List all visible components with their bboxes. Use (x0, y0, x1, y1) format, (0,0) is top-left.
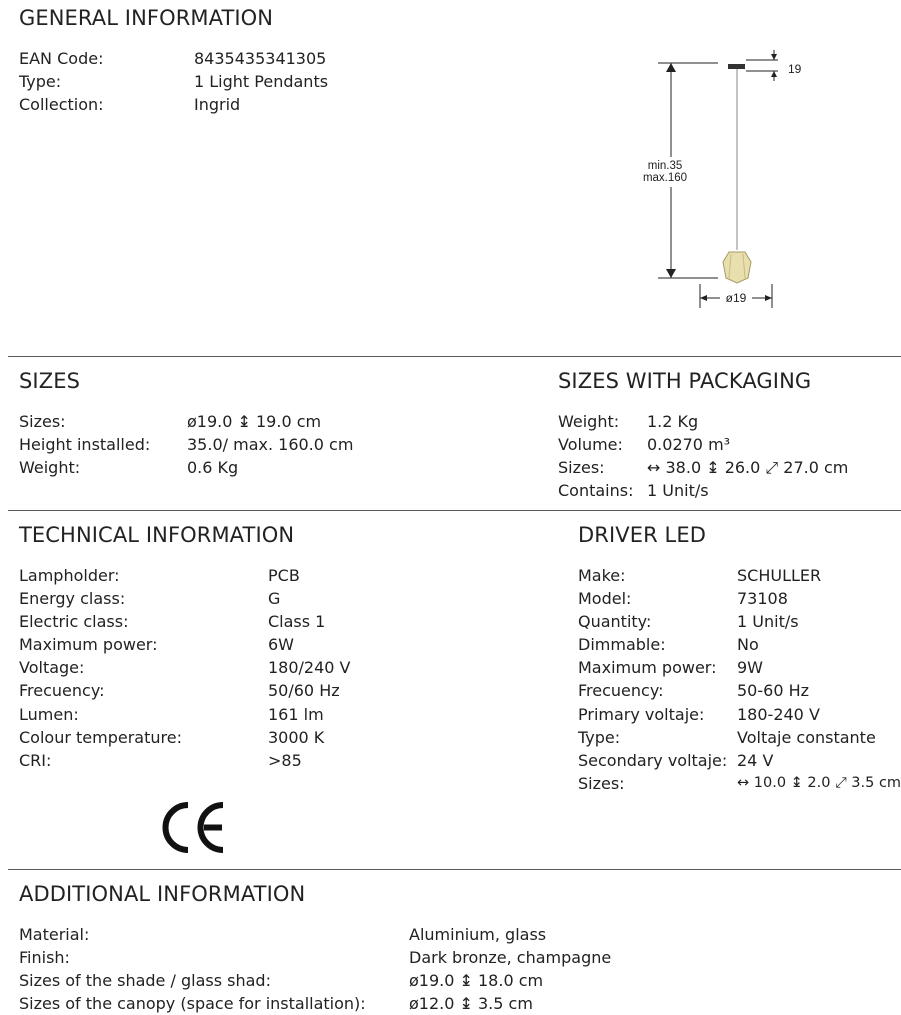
voltage-row (19, 656, 351, 679)
packaging-table (558, 410, 848, 502)
driver-frequency-label: Frecuency: (578, 681, 664, 701)
driver-frequency-value: 50-60 Hz (737, 681, 810, 701)
sizes-row (19, 410, 353, 433)
canopy (728, 64, 745, 69)
height-top-arrow (666, 63, 676, 72)
driver-make-label: Make: (578, 566, 626, 585)
collection-label: Collection: (19, 95, 104, 115)
driver-maximum-power-row (578, 656, 901, 679)
driver-type-label: Type: (578, 727, 621, 747)
general-information-table (19, 47, 328, 116)
ce-mark-icon (160, 800, 232, 856)
glass-shade (723, 252, 751, 283)
technical-drawing (600, 40, 840, 325)
canopy-sizes-value: ø12.0 ↨ 3.5 cm (409, 994, 533, 1014)
sizes-label: Sizes: (19, 412, 66, 431)
maximum-power-row (19, 633, 351, 656)
driver-primary-voltage-label: Primary voltaje: (578, 704, 705, 724)
cri-row (19, 749, 351, 772)
packaging-sizes-row (558, 456, 848, 479)
lumen-value: 161 lm (268, 704, 324, 724)
driver-model-row (578, 587, 901, 610)
frequency-label: Frecuency: (19, 681, 105, 701)
energy-class-row (19, 587, 351, 610)
height-bottom-arrow (666, 269, 676, 278)
packaging-weight-row (558, 410, 848, 433)
general-information-heading: GENERAL INFORMATION (19, 6, 274, 30)
maximum-power-value: 6W (268, 635, 294, 655)
driver-frequency-row (578, 679, 901, 702)
material-row (19, 923, 611, 946)
lampholder-row (19, 564, 351, 587)
frequency-row (19, 679, 351, 702)
driver-secondary-voltage-row (578, 749, 901, 772)
canopy-bottom-arrow (771, 71, 777, 77)
driver-heading: DRIVER LED (578, 523, 706, 547)
canopy-sizes-label: Sizes of the canopy (space for installation): (19, 994, 366, 1014)
packaging-heading: SIZES WITH PACKAGING (558, 369, 812, 393)
type-value: 1 Light Pendants (194, 72, 329, 92)
divider-2 (8, 510, 901, 511)
driver-model-label: Model: (578, 589, 632, 609)
type-label: Type: (19, 72, 62, 92)
canopy-height-label: 19 (788, 62, 802, 76)
energy-class-value: G (268, 589, 281, 609)
driver-primary-voltage-value: 180-240 V (737, 704, 820, 724)
lampholder-label: Lampholder: (19, 566, 120, 585)
shade-sizes-row (19, 969, 611, 992)
divider-1 (8, 356, 901, 357)
packaging-contains-label: Contains: (558, 481, 634, 501)
min-height-label: min.35 (647, 160, 683, 172)
technical-table (19, 564, 351, 772)
cri-label: CRI: (19, 750, 52, 770)
shade-sizes-value: ø19.0 ↨ 18.0 cm (409, 971, 544, 991)
divider-3 (8, 869, 901, 870)
colour-temperature-label: Colour temperature: (19, 727, 182, 747)
canopy-sizes-row (19, 992, 611, 1015)
driver-maximum-power-label: Maximum power: (578, 658, 717, 678)
packaging-contains-row (558, 479, 848, 502)
packaging-volume-label: Volume: (558, 435, 623, 455)
height-installed-value: 35.0/ max. 160.0 cm (187, 435, 354, 455)
maximum-power-label: Maximum power: (19, 635, 158, 655)
sizes-value: ø19.0 ↨ 19.0 cm (187, 412, 322, 431)
canopy-top-arrow (771, 54, 777, 60)
driver-sizes-row (578, 772, 901, 795)
driver-maximum-power-value: 9W (737, 658, 763, 678)
driver-make-row (578, 564, 901, 587)
lumen-row (19, 703, 351, 726)
diameter-right-arrow (765, 295, 772, 301)
electric-class-label: Electric class: (19, 612, 129, 632)
voltage-value: 180/240 V (268, 658, 351, 678)
packaging-sizes-label: Sizes: (558, 458, 605, 478)
energy-class-label: Energy class: (19, 589, 126, 609)
packaging-volume-row (558, 433, 848, 456)
driver-table (578, 564, 901, 795)
electric-class-value: Class 1 (268, 612, 326, 632)
electric-class-row (19, 610, 351, 633)
diameter-left-arrow (700, 295, 707, 301)
weight-row (19, 456, 353, 479)
weight-label: Weight: (19, 458, 81, 478)
material-label: Material: (19, 925, 90, 944)
cri-value: >85 (268, 750, 302, 770)
driver-make-value: SCHULLER (737, 566, 822, 585)
height-installed-label: Height installed: (19, 435, 151, 455)
additional-heading: ADDITIONAL INFORMATION (19, 882, 306, 906)
driver-sizes-value: ↔ 10.0 ↨ 2.0 ⤢ 3.5 cm (737, 774, 901, 791)
ean-code-value: 8435435341305 (194, 49, 327, 68)
lumen-label: Lumen: (19, 704, 79, 724)
driver-quantity-value: 1 Unit/s (737, 612, 799, 632)
sizes-table (19, 410, 353, 479)
weight-value: 0.6 Kg (187, 458, 239, 478)
driver-quantity-row (578, 610, 901, 633)
max-height-label: max.160 (642, 172, 688, 184)
packaging-weight-label: Weight: (558, 412, 620, 431)
voltage-label: Voltage: (19, 658, 85, 678)
ean-code-label: EAN Code: (19, 49, 104, 68)
height-installed-row (19, 433, 353, 456)
lampholder-value: PCB (268, 566, 300, 585)
driver-quantity-label: Quantity: (578, 612, 652, 632)
colour-temperature-row (19, 726, 351, 749)
finish-label: Finish: (19, 948, 70, 968)
driver-primary-voltage-row (578, 703, 901, 726)
driver-model-value: 73108 (737, 589, 788, 609)
frequency-value: 50/60 Hz (268, 681, 340, 701)
driver-dimmable-label: Dimmable: (578, 635, 666, 655)
packaging-contains-value: 1 Unit/s (647, 481, 709, 501)
ean-code-row (19, 47, 328, 70)
packaging-weight-value: 1.2 Kg (647, 412, 699, 431)
type-row (19, 70, 328, 93)
driver-secondary-voltage-label: Secondary voltaje: (578, 750, 728, 770)
packaging-volume-value: 0.0270 m³ (647, 435, 731, 455)
ce-mark-c (166, 805, 189, 850)
diameter-label: ø19 (725, 291, 747, 305)
sizes-heading: SIZES (19, 369, 81, 393)
finish-value: Dark bronze, champagne (409, 948, 612, 968)
driver-dimmable-row (578, 633, 901, 656)
collection-value: Ingrid (194, 95, 241, 115)
technical-heading: TECHNICAL INFORMATION (19, 523, 295, 547)
colour-temperature-value: 3000 K (268, 727, 325, 747)
driver-secondary-voltage-value: 24 V (737, 750, 774, 770)
finish-row (19, 946, 611, 969)
driver-sizes-label: Sizes: (578, 773, 625, 793)
shade-sizes-label: Sizes of the shade / glass shad: (19, 971, 271, 991)
driver-type-value: Voltaje constante (737, 727, 876, 747)
driver-dimmable-value: No (737, 635, 759, 655)
collection-row (19, 93, 328, 116)
material-value: Aluminium, glass (409, 925, 547, 944)
driver-type-row (578, 726, 901, 749)
additional-table (19, 923, 611, 1015)
packaging-sizes-value: ↔ 38.0 ↨ 26.0 ⤢ 27.0 cm (647, 458, 849, 478)
